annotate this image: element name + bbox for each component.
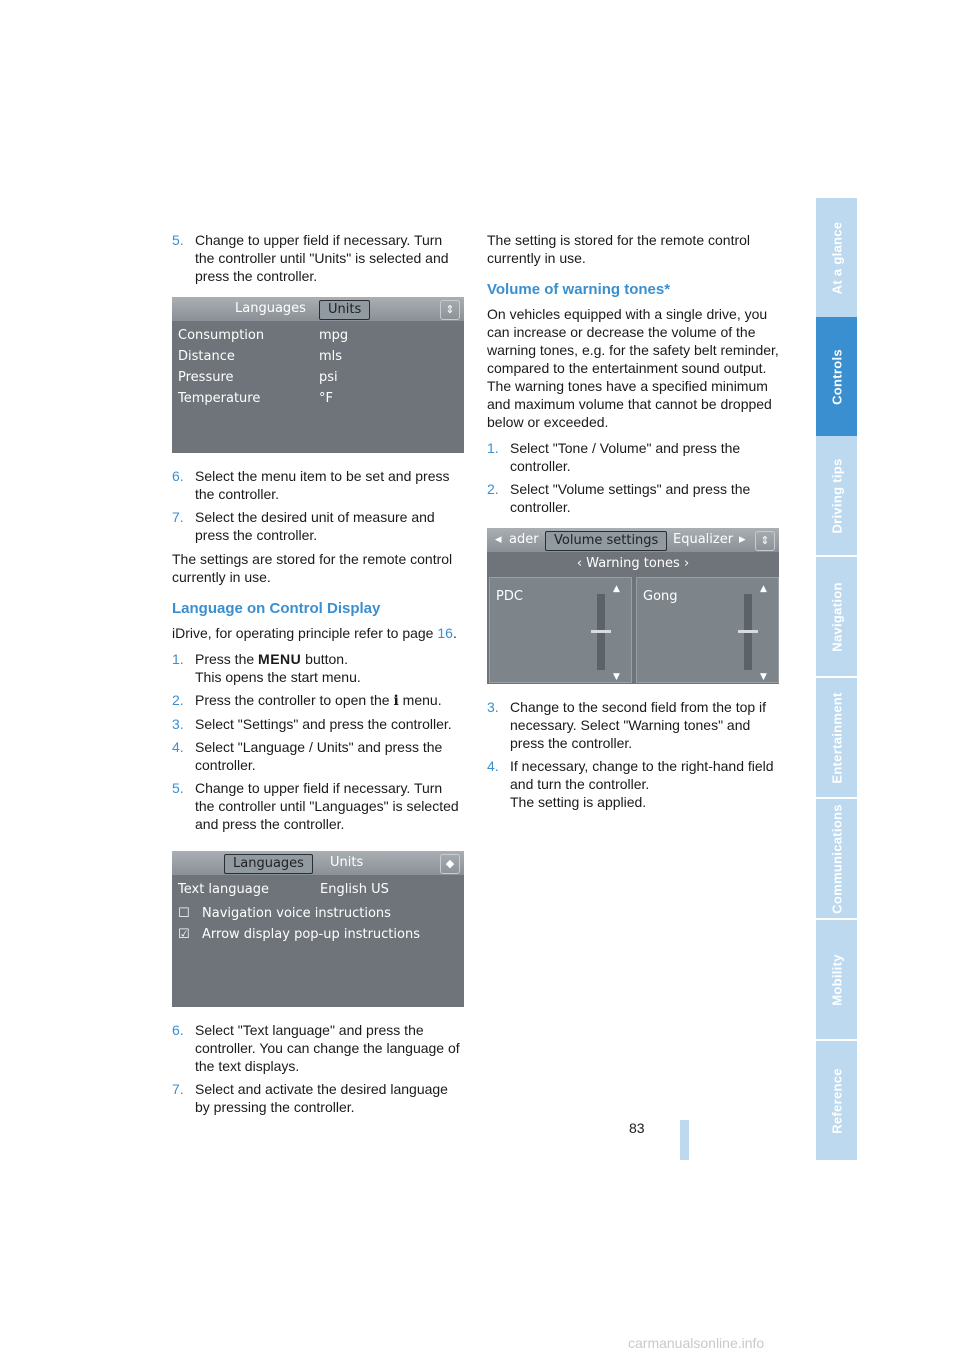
step-item (172, 650, 464, 686)
left-column (172, 231, 464, 1122)
step-text: Press the (195, 651, 259, 667)
row-value: psi (319, 370, 338, 385)
slider-level (591, 630, 611, 633)
step-item (487, 757, 779, 811)
step-number: 7. (172, 1081, 184, 1097)
step-text: Select "Tone / Volume" and press the controller. (510, 440, 741, 474)
row-label: Distance (178, 349, 235, 364)
step-text: Press the controller to open the (195, 692, 394, 708)
step-number: 4. (172, 739, 184, 755)
volume-screenshot (487, 528, 779, 684)
step-text: The setting is applied. (510, 794, 647, 810)
sidebar-item-label: At a glance (829, 221, 844, 294)
step-item (172, 691, 464, 710)
pdc-panel (489, 577, 632, 683)
sidebar-item-label: Mobility (829, 953, 844, 1006)
step-number: 6. (172, 468, 184, 484)
tab-bar (172, 851, 464, 875)
step-text: Select and activate the desired language by pressing the controller. (195, 1081, 448, 1115)
paragraph-text: . (452, 625, 457, 641)
step-number: 2. (487, 481, 499, 497)
row-value: °F (319, 391, 333, 406)
units-screenshot (172, 297, 464, 453)
step-text: button. (301, 651, 348, 667)
tab-languages: Languages (224, 854, 313, 874)
menu-button-icon: MENU (258, 651, 302, 667)
controller-arrows-icon: ⇕ (440, 300, 460, 320)
step-text: If necessary, change to the right-hand field and turn the controller. (510, 758, 774, 792)
step-number: 1. (172, 651, 184, 667)
slider-level (738, 630, 758, 633)
step-text: menu. (398, 692, 442, 708)
sidebar-item-controls[interactable] (816, 317, 857, 437)
step-text: Change to the second field from the top if necessary. Select "Warning tones" and press the controller. (510, 699, 767, 751)
step-item (487, 439, 779, 475)
steps-list (172, 231, 464, 285)
scroll-left-icon: ◂ (495, 532, 502, 547)
steps-list (487, 439, 779, 516)
sidebar-item-at-a-glance[interactable] (816, 198, 857, 318)
sidebar-item-label: Controls (829, 348, 844, 405)
chapter-sidebar (816, 198, 857, 1160)
steps-list (172, 1021, 464, 1116)
step-text: Select "Text language" and press the controller. You can change the language of the text displays. (195, 1022, 460, 1074)
sidebar-item-label: Communications (829, 803, 844, 914)
section-heading: Volume of warning tones* (487, 281, 671, 298)
step-number: 3. (487, 699, 499, 715)
arrow-down-icon: ▼ (760, 672, 767, 682)
step-text: Select "Volume settings" and press the controller. (510, 481, 751, 515)
step-number: 6. (172, 1022, 184, 1038)
steps-list (172, 650, 464, 833)
step-item (172, 1021, 464, 1075)
tab-units: Units (319, 300, 370, 320)
step-item (172, 508, 464, 544)
step-item (487, 698, 779, 752)
paragraph: The setting is stored for the remote control currently in use. (487, 232, 751, 266)
controller-arrows-icon: ◆ (440, 854, 460, 874)
row-label: Text language (178, 882, 269, 897)
sidebar-item-mobility[interactable] (816, 920, 857, 1040)
languages-screenshot (172, 851, 464, 1007)
sidebar-item-label: Entertainment (829, 691, 844, 784)
step-text: Select "Language / Units" and press the controller. (195, 739, 443, 773)
paragraph: The settings are stored for the remote control currently in use. (172, 551, 453, 585)
sidebar-item-label: Navigation (829, 581, 844, 652)
subheader-label: Warning tones (586, 556, 680, 571)
check-label: Navigation voice instructions (202, 906, 391, 921)
step-text: This opens the start menu. (195, 669, 361, 685)
sidebar-item-driving-tips[interactable] (816, 436, 857, 556)
step-number: 2. (172, 692, 184, 708)
scroll-right-icon: ▸ (739, 532, 746, 547)
chevron-left-icon: ‹ (576, 556, 583, 571)
tab-volume-settings: Volume settings (545, 531, 667, 551)
step-number: 3. (172, 716, 184, 732)
row-label: Pressure (178, 370, 234, 385)
steps-list (172, 467, 464, 544)
step-number: 4. (487, 758, 499, 774)
paragraph (172, 624, 464, 642)
step-text: Select "Settings" and press the controller. (195, 716, 452, 732)
row-label: Temperature (178, 391, 261, 406)
checkbox-checked-icon: ☑ (178, 927, 190, 942)
sidebar-item-label: Reference (829, 1067, 844, 1134)
panel-label: Gong (643, 589, 678, 604)
tab-languages: Languages (235, 301, 306, 316)
page-link[interactable]: 16 (437, 625, 453, 641)
step-item (172, 231, 464, 285)
watermark: carmanualsonline.info (628, 1335, 765, 1351)
paragraph: On vehicles equipped with a single drive, you can increase or decrease the volume of the warning tones, e.g. for the safety belt reminder, compared to the entertainment sound output. The warning tones have a specified minimum and maximum volume that cannot be dropped below or exceeded. (487, 306, 779, 430)
tab-fader: ader (509, 532, 539, 547)
step-text: Change to upper field if necessary. Turn the controller until "Units" is selected and press the controller. (195, 232, 449, 284)
step-item (487, 480, 779, 516)
arrow-up-icon: ▲ (613, 584, 620, 594)
step-number: 1. (487, 440, 499, 456)
subheader (487, 554, 779, 574)
step-number: 5. (172, 780, 184, 796)
chevron-right-icon: › (683, 556, 690, 571)
page-number: 83 (629, 1120, 645, 1136)
step-text: Select the desired unit of measure and press the controller. (195, 509, 435, 543)
info-icon: i (393, 693, 399, 709)
check-label: Arrow display pop-up instructions (202, 927, 420, 942)
step-number: 5. (172, 232, 184, 248)
steps-list (487, 698, 779, 811)
sidebar-item-navigation[interactable] (816, 557, 857, 677)
paragraph-text: iDrive, for operating principle refer to page (172, 625, 438, 641)
sidebar-item-label: Driving tips (829, 457, 844, 534)
tab-bar (172, 297, 464, 321)
sidebar-item-communications[interactable] (816, 799, 857, 919)
row-label: Consumption (178, 328, 265, 343)
controller-arrows-icon: ⇕ (755, 531, 775, 551)
checkbox-empty-icon: ☐ (178, 906, 190, 921)
step-number: 7. (172, 509, 184, 525)
row-value: mpg (319, 328, 349, 343)
section-heading: Language on Control Display (172, 600, 381, 617)
arrow-down-icon: ▼ (613, 672, 620, 682)
step-item (172, 715, 464, 733)
step-text: Change to upper field if necessary. Turn the controller until "Languages" is selected and press the controller. (195, 780, 459, 832)
right-column (487, 231, 779, 817)
page-marker-bar (680, 1120, 689, 1160)
step-item (172, 738, 464, 774)
step-item (172, 779, 464, 833)
tab-units: Units (330, 855, 364, 870)
step-item (172, 467, 464, 503)
sidebar-item-reference[interactable] (816, 1041, 857, 1161)
step-item (172, 1080, 464, 1116)
row-value: mls (319, 349, 343, 364)
step-text: Select the menu item to be set and press the controller. (195, 468, 450, 502)
tab-equalizer: Equalizer (673, 532, 734, 547)
sidebar-item-entertainment[interactable] (816, 678, 857, 798)
gong-panel (636, 577, 779, 683)
panel-label: PDC (496, 589, 523, 604)
row-value: English US (320, 882, 389, 897)
arrow-up-icon: ▲ (760, 584, 767, 594)
tab-bar (487, 528, 779, 552)
